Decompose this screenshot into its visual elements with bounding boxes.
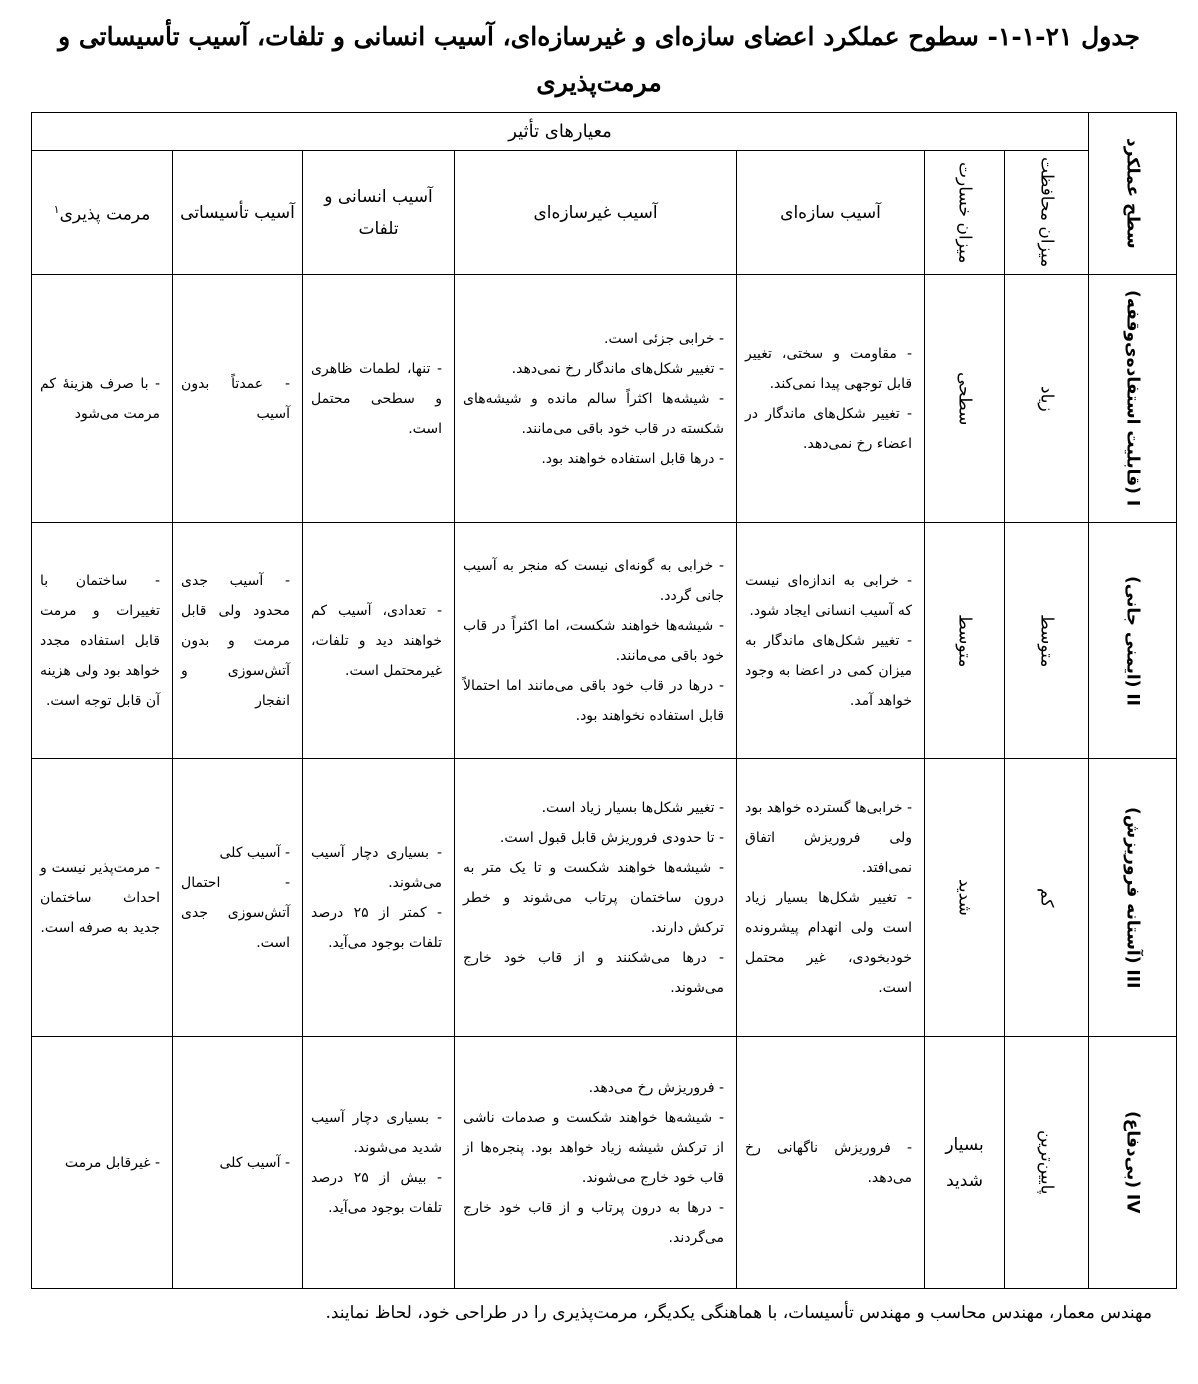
cell-line: - با صرف هزینهٔ کم مرمت می‌شود [40, 375, 161, 422]
cell-line: - شیشه‌ها خواهند شکست، اما اکثراً در قاب خود باقی می‌مانند. [463, 617, 725, 664]
damage-cell: سطحی [925, 275, 1005, 523]
header-nonstructural: آسیب غیرسازه‌ای [455, 151, 737, 275]
facilities-cell [173, 523, 303, 759]
table-row [32, 759, 1177, 1037]
cell-line: - شیشه‌ها اکثراً سالم مانده و شیشه‌های شکسته در قاب خود باقی می‌مانند. [463, 390, 725, 437]
header-damage: میزان خسارت [925, 151, 1005, 275]
cell-line: - خرابی‌ها گسترده خواهد بود ولی فروریزش اتفاق نمی‌افتد. [745, 799, 913, 876]
nonstructural-cell [455, 759, 737, 1037]
table-row [32, 523, 1177, 759]
cell-line: - خرابی به گونه‌ای نیست که منجر به آسیب جانی گردد. [463, 557, 725, 604]
cell-line: - کمتر از ۲۵ درصد تلفات بوجود می‌آید. [311, 904, 443, 951]
cell-line: - آسیب کلی [219, 844, 291, 861]
human-cell [303, 275, 455, 523]
footnote-marker: ۱ [53, 203, 60, 217]
table-row [32, 1037, 1177, 1289]
human-cell [303, 523, 455, 759]
cell-line: - درها در قاب خود باقی می‌مانند اما احتمالاً قابل استفاده نخواهند بود. [463, 677, 725, 724]
damage-cell: شدید [925, 759, 1005, 1037]
cell-line: - بسیاری دچار آسیب شدید می‌شوند. [311, 1109, 443, 1156]
cell-line: - خرابی جزئی است. [604, 330, 725, 347]
cell-line: - آسیب جدی محدود ولی قابل مرمت و بدون آتش‌سوزی و انفجار [181, 572, 291, 709]
cell-line: - بسیاری دچار آسیب می‌شوند. [311, 844, 443, 891]
facilities-cell [173, 759, 303, 1037]
cell-line: - تغییر شکل‌های ماندگار در اعضاء رخ نمی‌دهد. [745, 405, 913, 452]
cell-line: - فروریزش ناگهانی رخ می‌دهد. [745, 1139, 913, 1186]
conservatism-cell: پایین‌ترین [1005, 1037, 1089, 1289]
cell-line: - تا حدودی فروریزش قابل قبول است. [499, 829, 725, 846]
header-human: آسیب انسانی و تلفات [303, 151, 455, 275]
cell-line: - آسیب کلی [219, 1154, 291, 1171]
cell-line: - احتمال آتش‌سوزی جدی است. [181, 874, 291, 951]
header-performance-level: سطح عملکرد [1089, 113, 1177, 275]
cell-line: - بیش از ۲۵ درصد تلفات بوجود می‌آید. [311, 1169, 443, 1216]
cell-line: - درها به درون پرتاب و از قاب خود خارج می‌گردند. [463, 1199, 725, 1246]
repair-cell [32, 275, 173, 523]
repair-cell [32, 1037, 173, 1289]
damage-cell: متوسط [925, 523, 1005, 759]
facilities-cell [173, 275, 303, 523]
cell-line: - درها می‌شکنند و از قاب خود خارج می‌شوند. [463, 949, 725, 996]
cell-line: - تنها، لطمات ظاهری و سطحی محتمل است. [311, 360, 443, 437]
cell-line: - فروریزش رخ می‌دهد. [588, 1079, 725, 1096]
conservatism-cell: کم [1005, 759, 1089, 1037]
cell-line: - تغییر شکل‌ها بسیار زیاد است. [541, 799, 725, 816]
cell-line: - خرابی به اندازه‌ای نیست که آسیب انسانی ایجاد شود. [745, 572, 913, 619]
header-conservatism: میزان محافظت [1005, 151, 1089, 275]
cell-line: - عمدتاً بدون آسیب [181, 375, 291, 422]
structural-cell [737, 1037, 925, 1289]
level-cell: I (قابلیت استفاده‌ی‌وقفه) [1089, 275, 1177, 523]
structural-cell [737, 523, 925, 759]
conservatism-cell: متوسط [1005, 523, 1089, 759]
header-repair: مرمت پذیری$^۱$ [32, 151, 173, 275]
level-cell: II (ایمنی جانی) [1089, 523, 1177, 759]
cell-line: - تغییر شکل‌های ماندگار رخ نمی‌دهد. [511, 360, 725, 377]
header-structural: آسیب سازه‌ای [737, 151, 925, 275]
performance-levels-table [31, 112, 1177, 1289]
table-row [32, 275, 1177, 523]
cell-line: - مقاومت و سختی، تغییر قابل توجهی پیدا نمی‌کند. [745, 345, 913, 392]
cell-line: - تغییر شکل‌های ماندگار به میزان کمی در اعضا به وجود خواهد آمد. [745, 632, 913, 709]
footer-note: مهندس معمار، مهندس محاسب و مهندس تأسیسات، با هماهنگی یکدیگر، مرمت‌پذیری را در طراحی خود، لحاظ نمایند. [325, 1303, 1152, 1323]
cell-line: - تعدادی، آسیب کم خواهند دید و تلفات، غیرمحتمل است. [311, 602, 443, 679]
repair-cell [32, 759, 173, 1037]
repair-cell [32, 523, 173, 759]
human-cell [303, 759, 455, 1037]
cell-line: - ساختمان با تغییرات و مرمت قابل استفاده مجدد خواهد بود ولی هزینه آن قابل توجه است. [40, 572, 161, 709]
cell-line: - تغییر شکل‌ها بسیار زیاد است ولی انهدام پیشرونده خودبخودی، غیر محتمل است. [745, 889, 913, 996]
structural-cell [737, 275, 925, 523]
level-cell: IV (بی‌دفاع) [1089, 1037, 1177, 1289]
damage-cell: بسیار شدید [925, 1037, 1005, 1289]
conservatism-cell: زیاد [1005, 275, 1089, 523]
human-cell [303, 1037, 455, 1289]
nonstructural-cell [455, 1037, 737, 1289]
cell-line: - درها قابل استفاده خواهند بود. [541, 450, 725, 467]
header-criteria: معیارهای تأثیر [32, 113, 1089, 151]
facilities-cell [173, 1037, 303, 1289]
nonstructural-cell [455, 275, 737, 523]
structural-cell [737, 759, 925, 1037]
cell-line: - شیشه‌ها خواهند شکست و تا یک متر به درون ساختمان پرتاب می‌شوند و خطر ترکش دارند. [463, 859, 725, 936]
header-facilities: آسیب تأسیساتی [173, 151, 303, 275]
table-title: جدول ۲۱-۱-۱- سطوح عملکرد اعضای سازه‌ای و غیرسازه‌ای، آسیب انسانی و تلفات، آسیب تأسیساتی و مرمت‌پذیری [58, 22, 1140, 97]
level-cell: III (آستانه فروریزش) [1089, 759, 1177, 1037]
cell-line: - مرمت‌پذیر نیست و احداث ساختمان جدید به صرفه است. [40, 859, 161, 936]
cell-line: - شیشه‌ها خواهند شکست و صدمات ناشی از ترکش شیشه زیاد خواهد بود. پنجره‌ها از قاب خود خارج می‌شوند. [463, 1109, 725, 1186]
nonstructural-cell [455, 523, 737, 759]
cell-line: - غیرقابل مرمت [64, 1154, 161, 1171]
